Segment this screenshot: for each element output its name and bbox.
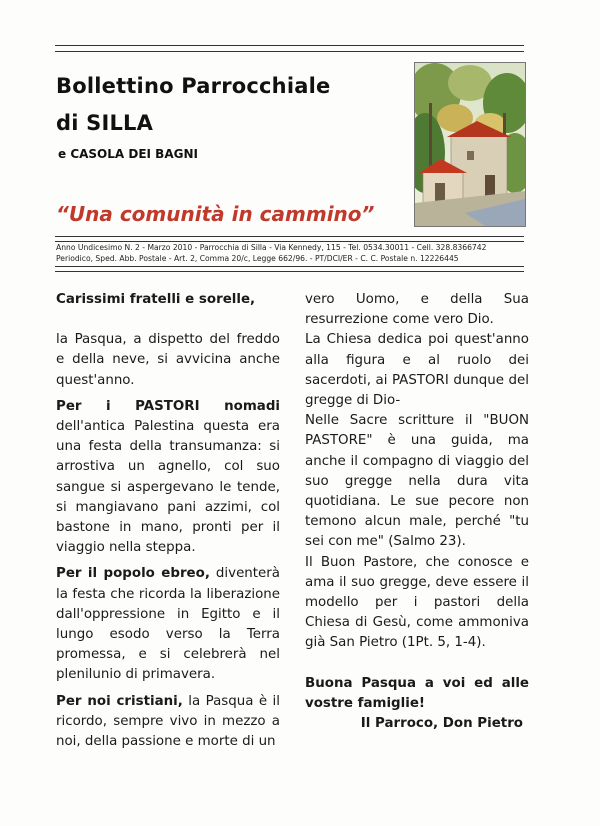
info-line-publication: Anno Undicesimo N. 2 - Marzo 2010 - Parrocchia di Silla - Via Kennedy, 115 - Tel. 0534.30011 - Cell. 328.8366742 [56, 243, 487, 252]
paragraph-good-shepherd: Nelle Sacre scritture il "BUON PASTORE" è una guida, ma anche il compagno di viaggio del suo gregge nella dura vita quotidiana. Le sue pecore non temono alcun male, perché "tu sei con me" (Salmo 23). [305, 413, 529, 550]
paragraph-jewish-people-text: diventerà la festa che ricorda la liberazione dall'oppressione in Egitto e il lungo esodo verso la Terra promessa, e si celebrerà nel plenilunio di primavera. [56, 566, 280, 683]
left-column [56, 290, 280, 752]
paragraph-jewish-people [56, 564, 280, 685]
bulletin-motto: “Una comunità in cammino” [56, 202, 375, 226]
paragraph-shepherds [56, 397, 280, 559]
bulletin-title-line2: di SILLA [56, 111, 154, 135]
info-line-postal: Periodico, Sped. Abb. Postale - Art. 2, Comma 20/c, Legge 662/96. - PT/DCI/ER - C. C. Postale n. 12226445 [56, 254, 459, 263]
greeting: Carissimi fratelli e sorelle, [56, 292, 256, 307]
paragraph-resurrection: vero Uomo, e della Sua resurrezione come vero Dio. [305, 292, 529, 328]
paragraph-jewish-people-lead: Per il popolo ebreo, [56, 566, 210, 582]
bulletin-title-line1: Bollettino Parrocchiale [56, 74, 331, 98]
chapel-painting [414, 62, 526, 227]
paragraph-christians-text: la Pasqua è il ricordo, sempre vivo in mezzo a noi, della passione e morte di un [56, 693, 280, 750]
paragraph-easter-intro: la Pasqua, a dispetto del freddo e della neve, si avvicina anche quest'anno. [56, 332, 280, 388]
info-top-rule [55, 236, 524, 242]
info-bottom-rule [55, 266, 524, 272]
paragraph-church-year: La Chiesa dedica poi quest'anno alla figura e al ruolo dei sacerdoti, ai PASTORI dunque del gregge di Dio- [305, 332, 529, 409]
header-top-rule [55, 45, 524, 52]
chapel-painting-icon [415, 63, 525, 226]
paragraph-christians [56, 692, 280, 753]
signature: Il Parroco, Don Pietro [360, 716, 523, 732]
bulletin-subtitle: e CASOLA DEI BAGNI [58, 147, 198, 161]
paragraph-model-pastor: Il Buon Pastore, che conosce e ama il suo gregge, deve essere il modello per i pastori della Chiesa di Gesù, come ammoniva già San Pietro (1Pt. 5, 1-4). [305, 554, 529, 651]
paragraph-christians-lead: Per noi cristiani, [56, 693, 183, 709]
right-column [305, 290, 529, 734]
closing-wish: Buona Pasqua a voi ed alle vostre famiglie! [305, 675, 529, 711]
paragraph-shepherds-text: dell'antica Palestina questa era una festa della transumanza: si arrostiva un agnello, col suo sangue si aspergevano le tende, si mangiavano pani azzimi, col bastone in mano, pronti per il viaggio nella steppa. [56, 419, 280, 556]
paragraph-shepherds-lead: Per i PASTORI nomadi [56, 398, 280, 414]
